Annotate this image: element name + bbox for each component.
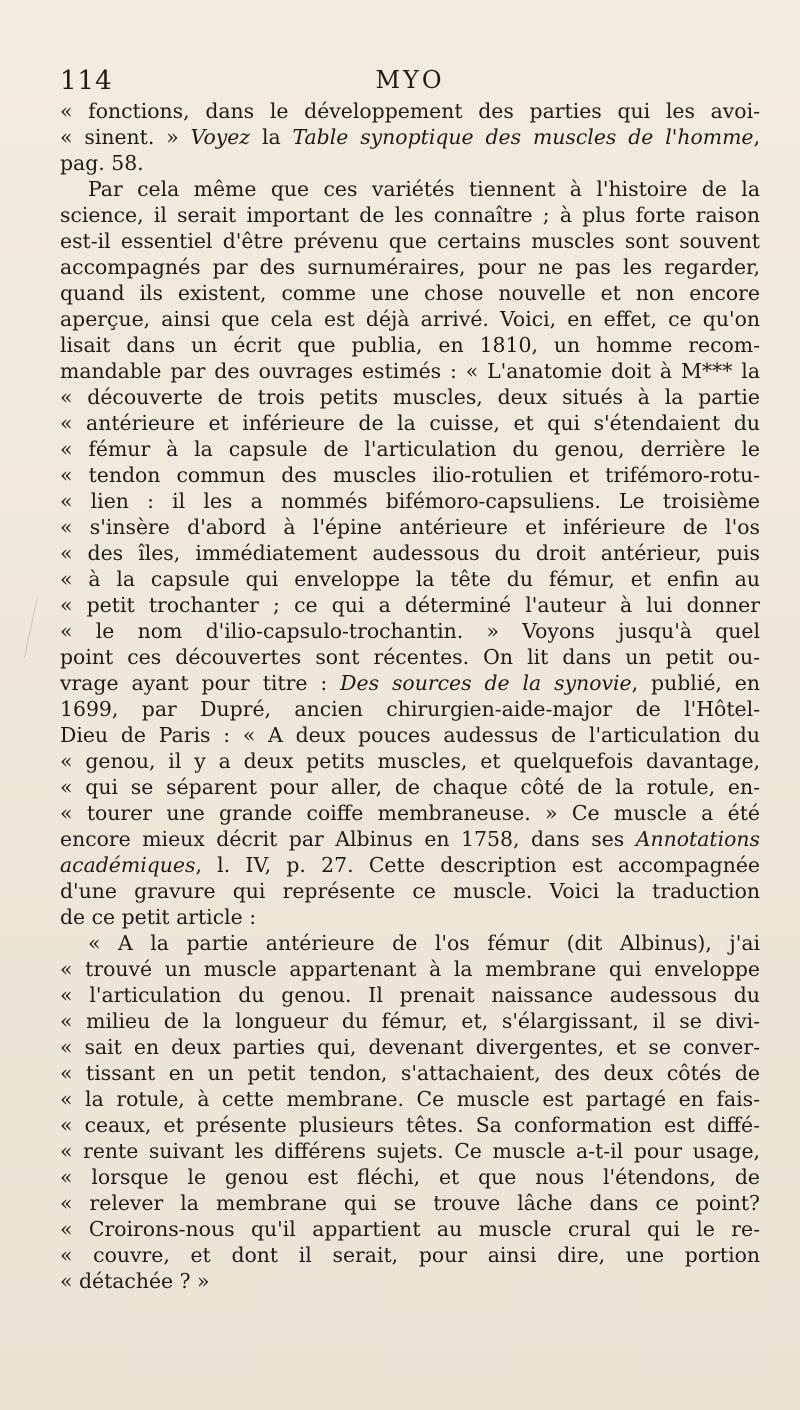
- text-line: [60, 670, 760, 696]
- text-line: [60, 410, 760, 436]
- text-line: [60, 878, 760, 904]
- text-segment: « des îles, immédiatement audessous du droit antérieur, puis: [60, 541, 760, 565]
- text-line: [60, 1086, 760, 1112]
- text-segment: « découverte de trois petits muscles, deux situés à la partie: [60, 385, 760, 409]
- text-segment: ,: [753, 125, 760, 149]
- text-segment: « sinent. »: [60, 125, 191, 149]
- text-segment: mandable par des ouvrages estimés : « L'anatomie doit à M*** la: [60, 359, 760, 383]
- text-segment: quand ils existent, comme une chose nouvelle et non encore: [60, 281, 760, 305]
- text-segment: « fonctions, dans le développement des parties qui les avoi-: [60, 99, 760, 123]
- text-segment: de ce petit article :: [60, 905, 257, 929]
- text-line: [60, 1034, 760, 1060]
- text-line: [60, 124, 760, 150]
- text-line: [60, 826, 760, 852]
- text-segment: , publié, en: [631, 671, 760, 695]
- text-segment: est-il essentiel d'être prévenu que certains muscles sont souvent: [60, 229, 760, 253]
- text-line: [60, 280, 760, 306]
- text-line: [60, 1190, 760, 1216]
- text-line: [60, 1138, 760, 1164]
- text-line: [60, 774, 760, 800]
- text-line: [60, 696, 760, 722]
- text-line: [60, 852, 760, 878]
- text-segment: « à la capsule qui enveloppe la tête du fémur, et enfin au: [60, 567, 760, 591]
- text-segment: vrage ayant pour titre :: [60, 671, 341, 695]
- text-segment: 1699, par Dupré, ancien chirurgien-aide-major de l'Hôtel-: [60, 697, 760, 721]
- text-segment: « tourer une grande coiffe membraneuse. » Ce muscle a été: [60, 801, 760, 825]
- italic-text-segment: Voyez: [190, 125, 251, 149]
- text-segment: lisait dans un écrit que publia, en 1810, un homme recom-: [60, 333, 760, 357]
- running-head: MYO: [375, 66, 445, 94]
- text-line: [60, 748, 760, 774]
- text-segment: « sait en deux parties qui, devenant divergentes, et se conver-: [60, 1035, 760, 1059]
- text-segment: « lien : il les a nommés bifémoro-capsuliens. Le troisième: [60, 489, 760, 513]
- text-line: [60, 1060, 760, 1086]
- text-line: [60, 228, 760, 254]
- text-line: [60, 514, 760, 540]
- page-header: [60, 66, 760, 98]
- text-segment: « trouvé un muscle appartenant à la membrane qui enveloppe: [60, 957, 760, 981]
- text-line: [60, 644, 760, 670]
- text-line: [60, 904, 760, 930]
- text-line: [60, 618, 760, 644]
- text-segment: « s'insère d'abord à l'épine antérieure et inférieure de l'os: [60, 515, 760, 539]
- text-segment: « A la partie antérieure de l'os fémur (dit Albinus), j'ai: [88, 931, 760, 955]
- text-segment: « tendon commun des muscles ilio-rotulien et trifémoro-rotu-: [60, 463, 760, 487]
- page-number: 114: [60, 66, 113, 96]
- text-segment: « la rotule, à cette membrane. Ce muscle est partagé en fais-: [60, 1087, 760, 1111]
- text-line: [60, 306, 760, 332]
- text-line: [60, 150, 760, 176]
- text-segment: « milieu de la longueur du fémur, et, s'élargissant, il se divi-: [60, 1009, 760, 1033]
- text-line: [60, 800, 760, 826]
- body-text: [60, 98, 760, 1294]
- text-segment: point ces découvertes sont récentes. On lit dans un petit ou-: [60, 645, 760, 669]
- text-segment: « le nom d'ilio-capsulo-trochantin. » Voyons jusqu'à quel: [60, 619, 760, 643]
- text-segment: science, il serait important de les connaître ; à plus forte raison: [60, 203, 760, 227]
- text-segment: Dieu de Paris : « A deux pouces audessus de l'articulation du: [60, 723, 760, 747]
- text-segment: « relever la membrane qui se trouve lâche dans ce point?: [60, 1191, 760, 1215]
- text-line: [60, 1112, 760, 1138]
- text-segment: encore mieux décrit par Albinus en 1758, dans ses: [60, 827, 636, 851]
- text-line: [60, 384, 760, 410]
- page-blemish: [24, 599, 55, 662]
- text-segment: « rente suivant les différens sujets. Ce muscle a-t-il pour usage,: [60, 1139, 760, 1163]
- text-segment: « genou, il y a deux petits muscles, et quelquefois davantage,: [60, 749, 760, 773]
- text-segment: pag. 58.: [60, 151, 144, 175]
- text-segment: « antérieure et inférieure de la cuisse, et qui s'étendaient du: [60, 411, 760, 435]
- text-line: [60, 1268, 760, 1294]
- italic-text-segment: Table synoptique des muscles de l'homme: [292, 125, 754, 149]
- text-segment: « Croirons-nous qu'il appartient au muscle crural qui le re-: [60, 1217, 760, 1241]
- text-line: [60, 462, 760, 488]
- text-line: [60, 540, 760, 566]
- text-segment: , l. IV, p. 27. Cette description est accompagnée: [195, 853, 760, 877]
- text-line: [60, 176, 760, 202]
- text-segment: « qui se séparent pour aller, de chaque côté de la rotule, en-: [60, 775, 760, 799]
- text-line: [60, 254, 760, 280]
- text-line: [60, 956, 760, 982]
- text-segment: la: [250, 125, 293, 149]
- text-segment: « tissant en un petit tendon, s'attachaient, des deux côtés de: [60, 1061, 760, 1085]
- text-line: [60, 1216, 760, 1242]
- text-segment: « lorsque le genou est fléchi, et que nous l'étendons, de: [60, 1165, 760, 1189]
- text-segment: aperçue, ainsi que cela est déjà arrivé. Voici, en effet, ce qu'on: [60, 307, 760, 331]
- text-line: [60, 1242, 760, 1268]
- text-line: [60, 982, 760, 1008]
- text-line: [60, 98, 760, 124]
- text-segment: « l'articulation du genou. Il prenait naissance audessous du: [60, 983, 760, 1007]
- text-line: [60, 930, 760, 956]
- text-segment: accompagnés par des surnuméraires, pour ne pas les regarder,: [60, 255, 760, 279]
- text-segment: d'une gravure qui représente ce muscle. Voici la traduction: [60, 879, 760, 903]
- italic-text-segment: académiques: [60, 853, 196, 877]
- text-segment: « détachée ? »: [60, 1269, 210, 1293]
- text-segment: « ceaux, et présente plusieurs têtes. Sa conformation est diffé-: [60, 1113, 760, 1137]
- text-line: [60, 566, 760, 592]
- text-line: [60, 436, 760, 462]
- text-line: [60, 358, 760, 384]
- text-segment: « fémur à la capsule de l'articulation du genou, derrière le: [60, 437, 760, 461]
- text-line: [60, 722, 760, 748]
- italic-text-segment: Annotations: [635, 827, 760, 851]
- text-segment: « petit trochanter ; ce qui a déterminé l'auteur à lui donner: [60, 593, 760, 617]
- text-line: [60, 1008, 760, 1034]
- text-segment: Par cela même que ces variétés tiennent à l'histoire de la: [88, 177, 760, 201]
- italic-text-segment: Des sources de la synovie: [340, 671, 632, 695]
- text-segment: « couvre, et dont il serait, pour ainsi dire, une portion: [60, 1243, 760, 1267]
- text-line: [60, 488, 760, 514]
- text-line: [60, 1164, 760, 1190]
- text-line: [60, 332, 760, 358]
- text-line: [60, 592, 760, 618]
- text-line: [60, 202, 760, 228]
